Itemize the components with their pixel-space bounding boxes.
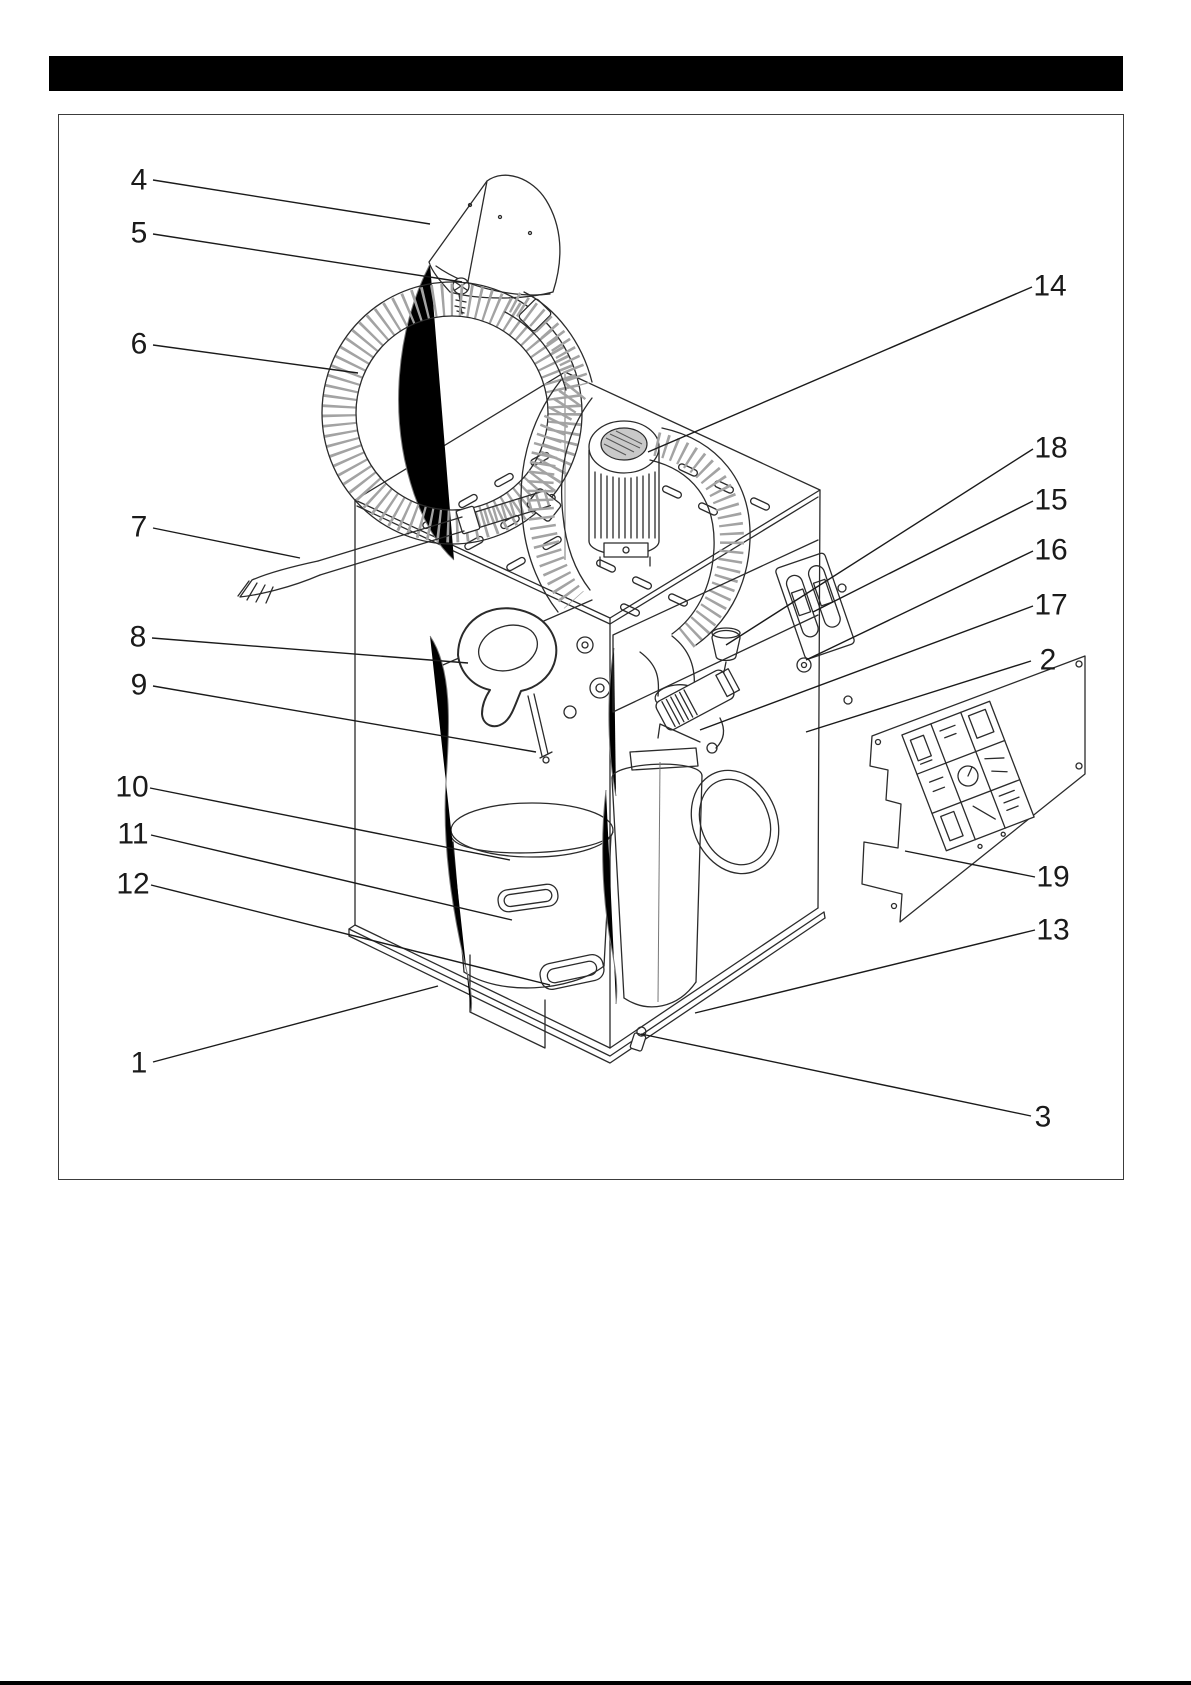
leader-line-1 [153, 986, 438, 1062]
leader-line-12 [151, 885, 550, 985]
callout-label-3: 3 [1034, 1100, 1052, 1134]
recovery-tank-drawing [603, 748, 702, 1007]
leader-line-14 [648, 287, 1032, 452]
callout-label-15: 15 [1034, 483, 1068, 517]
leader-line-9 [153, 686, 536, 752]
callout-label-17: 17 [1034, 588, 1068, 622]
leader-line-8 [152, 638, 468, 663]
callout-label-19: 19 [1036, 860, 1070, 894]
motor-drawing [589, 421, 659, 566]
leader-line-11 [151, 835, 512, 920]
ventilation-slots-drawing [422, 451, 771, 617]
dirt-container-drawing [430, 636, 616, 1048]
switch-bracket-drawing [775, 552, 855, 704]
shaker-rod-drawing [528, 694, 552, 763]
leader-line-10 [150, 788, 510, 860]
callout-label-16: 16 [1034, 533, 1068, 567]
callout-label-1: 1 [130, 1046, 148, 1080]
leader-line-15 [813, 501, 1033, 612]
leader-line-19 [905, 851, 1035, 877]
leader-line-3 [641, 1034, 1031, 1116]
callout-label-8: 8 [129, 620, 147, 654]
callout-label-14: 14 [1033, 269, 1067, 303]
callout-label-9: 9 [130, 668, 148, 702]
leader-line-18 [726, 449, 1033, 645]
float-valve-drawing [712, 628, 740, 672]
leader-line-6 [153, 345, 358, 373]
callout-label-4: 4 [130, 163, 148, 197]
callout-label-13: 13 [1036, 913, 1070, 947]
callout-label-12: 12 [116, 867, 150, 901]
callout-label-11: 11 [117, 817, 149, 851]
leader-line-16 [806, 551, 1033, 660]
leader-line-5 [153, 234, 462, 282]
hose-ring-drawing [322, 282, 582, 544]
nozzle-wand-drawing [238, 490, 550, 603]
base-plate-drawing [349, 912, 825, 1063]
callout-label-5: 5 [130, 216, 148, 250]
solenoid-valve-drawing [654, 665, 741, 753]
leader-line-7 [153, 528, 300, 558]
callout-label-7: 7 [130, 510, 148, 544]
callout-label-18: 18 [1034, 431, 1068, 465]
leader-line-4 [153, 180, 430, 224]
drain-fitting-drawing [630, 1025, 649, 1051]
callout-label-10: 10 [115, 770, 149, 804]
warning-sticker-block [902, 701, 1038, 860]
callout-label-6: 6 [130, 327, 148, 361]
callout-label-2: 2 [1039, 643, 1057, 677]
footer-rule [0, 1681, 1191, 1685]
